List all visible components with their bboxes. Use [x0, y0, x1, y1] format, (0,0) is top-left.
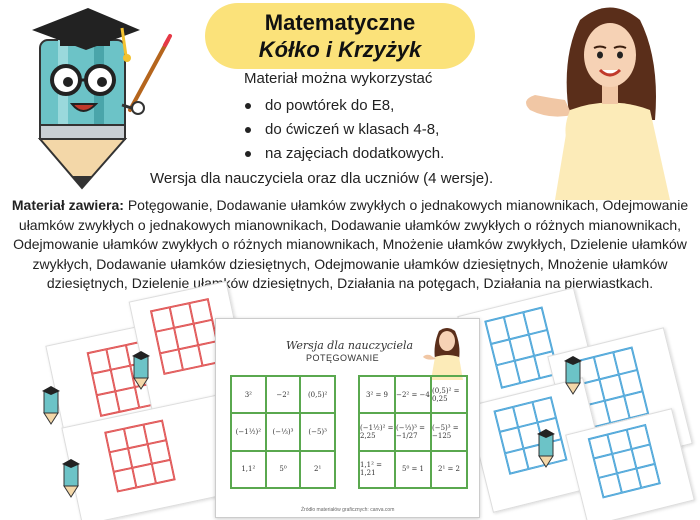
contents-label: Materiał zawiera: — [11, 197, 124, 213]
title-banner — [205, 3, 475, 69]
grid-cell: (−⅓)³ — [266, 413, 301, 450]
small-pencil-mascot-icon — [535, 428, 557, 468]
grid-cell: −2² = −4 — [395, 376, 431, 413]
usage-list — [245, 94, 444, 166]
list-item: do ćwiczeń w klasach 4-8, — [245, 118, 444, 142]
question-grid — [230, 375, 336, 489]
grid-cell: 1,1² — [231, 451, 266, 488]
answer-grid — [358, 375, 468, 489]
contents-paragraph — [0, 196, 700, 294]
grid-cell: −2² — [266, 376, 301, 413]
list-item: na zajęciach dodatkowych. — [245, 142, 444, 166]
contents-text: Potęgowanie, Dodawanie ułamków zwykłych o jednakowych mianownikach, Odejmowanie ułamków zwykłych o jednakowych mianownikach, Dodawanie ułamków zwykłych o różnych mianownikach, Odejmowanie ułamków zwykłych o różnych mianownikach, Mnożenie ułamków zwykłych, Dzielenie ułamków zwykłych, Dodawanie ułamków dziesiętnych, Odejmowanie ułamków dziesiętnych, Mnożenie ułamków dziesiętnych, Dzielenie ułamków dziesiętnych, Działania na potęgach, Działania na pierwiastkach. — [13, 197, 689, 291]
intro-text: Materiał można wykorzystać — [244, 70, 433, 87]
grid-cell: (−1½)² = 2,25 — [359, 413, 395, 450]
small-pencil-mascot-icon — [130, 350, 152, 390]
grid-cell: (−⅓)³ = −1/27 — [395, 413, 431, 450]
grid-cell: 5⁰ — [266, 451, 301, 488]
grid-cell: (0,5)² — [300, 376, 335, 413]
grid-cell: 1,1² = 1,21 — [359, 451, 395, 488]
sheet-title: Wersja dla nauczyciela — [286, 339, 414, 352]
grid-cell: 3² — [231, 376, 266, 413]
teacher-small-illustration — [421, 325, 471, 380]
title-line-2: Kółko i Krzyżyk — [258, 37, 422, 62]
grid-cell: (−5)³ = −125 — [431, 413, 467, 450]
sheet-footer: Źródło materiałów graficznych: canva.com — [301, 507, 395, 513]
versions-text: Wersja dla nauczyciela oraz dla uczniów (4 wersje). — [150, 170, 494, 187]
grid-cell: 5⁰ = 1 — [395, 451, 431, 488]
sheet-subtitle: POTĘGOWANIE — [306, 353, 380, 363]
bullet-icon — [245, 127, 251, 133]
title-line-1: Matematyczne — [264, 10, 416, 35]
small-pencil-mascot-icon — [562, 355, 584, 395]
grid-cell: (0,5)² = 0,25 — [431, 376, 467, 413]
grid-cell: 2¹ — [300, 451, 335, 488]
teacher-worksheet-preview — [215, 318, 480, 518]
bullet-icon — [245, 103, 251, 109]
bullet-icon — [245, 151, 251, 157]
pencil-mascot-illustration — [10, 0, 180, 195]
small-pencil-mascot-icon — [40, 385, 62, 425]
grid-cell: (−1½)² — [231, 413, 266, 450]
teacher-illustration — [510, 0, 700, 200]
grid-cell: (−5)³ — [300, 413, 335, 450]
small-pencil-mascot-icon — [60, 458, 82, 498]
grid-cell: 2¹ = 2 — [431, 451, 467, 488]
grid-cell: 3² = 9 — [359, 376, 395, 413]
list-item: do powtórek do E8, — [245, 94, 444, 118]
